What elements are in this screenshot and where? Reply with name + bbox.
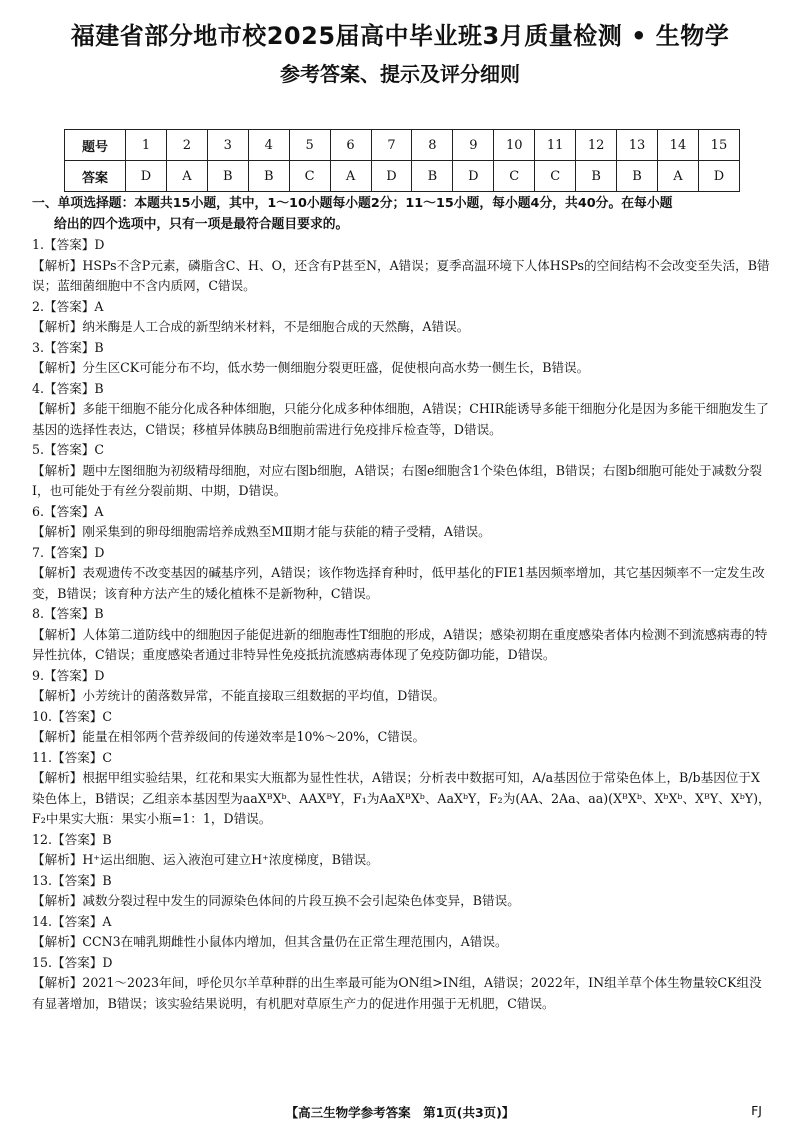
answer-cell: C bbox=[535, 161, 576, 192]
answer-cell: A bbox=[657, 161, 698, 192]
section-heading-line2: 给出的四个选项中，只有一项是最符合题目要求的。 bbox=[54, 216, 349, 232]
section-heading-line1: 一、单项选择题：本题共15小题，其中，1～10小题每小题2分；11～15小题，每小题4分，共40分。在每小题 bbox=[32, 196, 673, 211]
section-heading bbox=[32, 194, 772, 235]
answer-cell: B bbox=[617, 161, 658, 192]
answer-table bbox=[64, 129, 740, 192]
answer-line: 14.【答案】A bbox=[32, 913, 112, 929]
question-number-cell: 3 bbox=[207, 130, 248, 161]
answer-item bbox=[32, 235, 772, 297]
question-number-cell: 1 bbox=[126, 130, 167, 161]
question-number-cell: 8 bbox=[412, 130, 453, 161]
answer-line: 1.【答案】D bbox=[32, 237, 105, 252]
answer-cell: D bbox=[371, 161, 412, 192]
answer-line: 3.【答案】B bbox=[32, 339, 104, 355]
answer-item bbox=[32, 748, 772, 830]
question-number-cell: 4 bbox=[248, 130, 289, 161]
answer-cell: D bbox=[453, 161, 494, 192]
answer-item bbox=[32, 830, 772, 871]
explanation-text: 【解析】根据甲组实验结果，红花和果实大瓶都为显性性状，A错误；分析表中数据可知，A/a基因位于常染色体上，B/b基因位于X染色体上，B错误；乙组亲本基因型为aaXᴮXᵇ、AAXᴮY，F₁为AaXᴮXᵇ、AaXᵇY，F₂为(AA、2Aa、aa)(XᴮXᵇ、XᵇXᵇ、XᴮY、XᵇY)，F₂中果实大瓶：果实小瓶=1：1，D错误。 bbox=[32, 770, 771, 826]
answer-cell: D bbox=[698, 161, 739, 192]
answer-cell: A bbox=[330, 161, 371, 192]
explanation-text: 【解析】减数分裂过程中发生的同源染色体间的片段互换不会引起染色体变异，B错误。 bbox=[32, 893, 520, 908]
answer-line: 7.【答案】D bbox=[32, 544, 105, 560]
question-number-cell: 2 bbox=[166, 130, 207, 161]
answer-cell: B bbox=[248, 161, 289, 192]
answer-line: 2.【答案】A bbox=[32, 298, 104, 314]
answer-item bbox=[32, 338, 772, 379]
answer-row bbox=[65, 161, 740, 192]
question-number-cell: 13 bbox=[617, 130, 658, 161]
answer-item bbox=[32, 440, 772, 502]
explanation-text: 【解析】题中左图细胞为初级精母细胞，对应右图b细胞，A错误；右图e细胞含1个染色体组，B错误；右图b细胞可能处于减数分裂Ⅰ，也可能处于有丝分裂前期、中期，D错误。 bbox=[32, 462, 763, 498]
answer-line: 10.【答案】C bbox=[32, 708, 113, 724]
answer-item bbox=[32, 379, 772, 441]
question-number-cell: 7 bbox=[371, 130, 412, 161]
explanation-text: 【解析】HSPs不含P元素，磷脂含C、H、O，还含有P甚至N，A错误；夏季高温环境下人体HSPs的空间结构不会改变至失活，B错误；蓝细菌细胞中不含内质网，C错误。 bbox=[32, 257, 770, 293]
answer-content bbox=[32, 194, 772, 1014]
answer-cell: C bbox=[494, 161, 535, 192]
answer-cell: A bbox=[166, 161, 207, 192]
answer-item bbox=[32, 953, 772, 1015]
answer-item bbox=[32, 502, 772, 543]
explanation-text: 【解析】表观遗传不改变基因的碱基序列，A错误；该作物选择育种时，低甲基化的FIE1基因频率增加，其它基因频率不一定发生改变，B错误；该育种方法产生的矮化植株不是新物种，C错误。 bbox=[32, 565, 765, 601]
question-number-cell: 9 bbox=[453, 130, 494, 161]
answer-item bbox=[32, 543, 772, 605]
answer-items bbox=[32, 235, 772, 1014]
answer-line: 9.【答案】D bbox=[32, 667, 105, 683]
answer-line: 13.【答案】B bbox=[32, 872, 112, 888]
answer-line: 11.【答案】C bbox=[32, 749, 113, 765]
answer-cell: B bbox=[576, 161, 617, 192]
answer-line: 15.【答案】D bbox=[32, 954, 113, 970]
explanation-text: 【解析】人体第二道防线中的细胞因子能促进新的细胞毒性T细胞的形成，A错误；感染初期在重度感染者体内检测不到流感病毒的特异性抗体，C错误；重度感染者通过非特异性免疫抵抗流感病毒体现了免疫防御功能，D错误。 bbox=[32, 626, 768, 662]
answer-item bbox=[32, 912, 772, 953]
answer-cell: D bbox=[126, 161, 167, 192]
answer-line: 6.【答案】A bbox=[32, 503, 104, 519]
explanation-text: 【解析】纳米酶是人工合成的新型纳米材料，不是细胞合成的天然酶，A错误。 bbox=[32, 319, 470, 334]
explanation-text: 【解析】CCN3在哺乳期雌性小鼠体内增加，但其含量仍在正常生理范围内，A错误。 bbox=[32, 934, 508, 949]
document-subtitle: 参考答案、提示及评分细则 bbox=[280, 62, 520, 86]
answer-cell: B bbox=[412, 161, 453, 192]
answer-cell: B bbox=[207, 161, 248, 192]
footer-region-code: FJ bbox=[751, 1103, 762, 1118]
page-footer: 【高三生物学参考答案 第1页(共3页)】 bbox=[285, 1105, 515, 1120]
question-number-cell: 6 bbox=[330, 130, 371, 161]
answer-item bbox=[32, 666, 772, 707]
answer-line: 4.【答案】B bbox=[32, 380, 104, 396]
answer-item bbox=[32, 297, 772, 338]
answer-line: 8.【答案】B bbox=[32, 606, 104, 621]
answer-item bbox=[32, 871, 772, 912]
question-number-cell: 12 bbox=[576, 130, 617, 161]
answer-line: 12.【答案】B bbox=[32, 831, 112, 847]
explanation-text: 【解析】小芳统计的菌落数异常，不能直接取三组数据的平均值，D错误。 bbox=[32, 688, 446, 703]
answer-item bbox=[32, 604, 772, 666]
explanation-text: 【解析】多能干细胞不能分化成各种体细胞，只能分化成多种体细胞，A错误；CHIR能诱导多能干细胞分化是因为多能干细胞发生了基因的选择性表达，C错误；移植异体胰岛B细胞前需进行免疫排斥检查等，D错误。 bbox=[32, 401, 769, 437]
explanation-text: 【解析】刚采集到的卵母细胞需培养成熟至MⅡ期才能与获能的精子受精，A错误。 bbox=[32, 524, 491, 539]
row-label-number: 题号 bbox=[65, 130, 126, 161]
explanation-text: 【解析】分生区CK可能分布不均，低水势一侧细胞分裂更旺盛，促使根向高水势一侧生长，B错误。 bbox=[32, 360, 590, 375]
row-label-answer: 答案 bbox=[65, 161, 126, 192]
question-number-cell: 15 bbox=[698, 130, 739, 161]
question-number-cell: 5 bbox=[289, 130, 330, 161]
answer-cell: C bbox=[289, 161, 330, 192]
question-number-cell: 11 bbox=[535, 130, 576, 161]
question-number-cell: 14 bbox=[657, 130, 698, 161]
question-number-cell: 10 bbox=[494, 130, 535, 161]
answer-item bbox=[32, 707, 772, 748]
explanation-text: 【解析】能量在相邻两个营养级间的传递效率是10%～20%，C错误。 bbox=[32, 729, 426, 744]
document-title: 福建省部分地市校2025届高中毕业班3月质量检测 • 生物学 bbox=[70, 22, 730, 50]
explanation-text: 【解析】H⁺运出细胞、运入液泡可建立H⁺浓度梯度，B错误。 bbox=[32, 852, 379, 867]
explanation-text: 【解析】2021～2023年间，呼伦贝尔羊草种群的出生率最可能为ON组>IN组，A错误；2022年，IN组羊草个体生物量较CK组没有显著增加，B错误；该实验结果说明，有机肥对草原生产力的促进作用强于无机肥，C错误。 bbox=[32, 975, 762, 1011]
answer-line: 5.【答案】C bbox=[32, 442, 105, 457]
question-number-row bbox=[65, 130, 740, 161]
